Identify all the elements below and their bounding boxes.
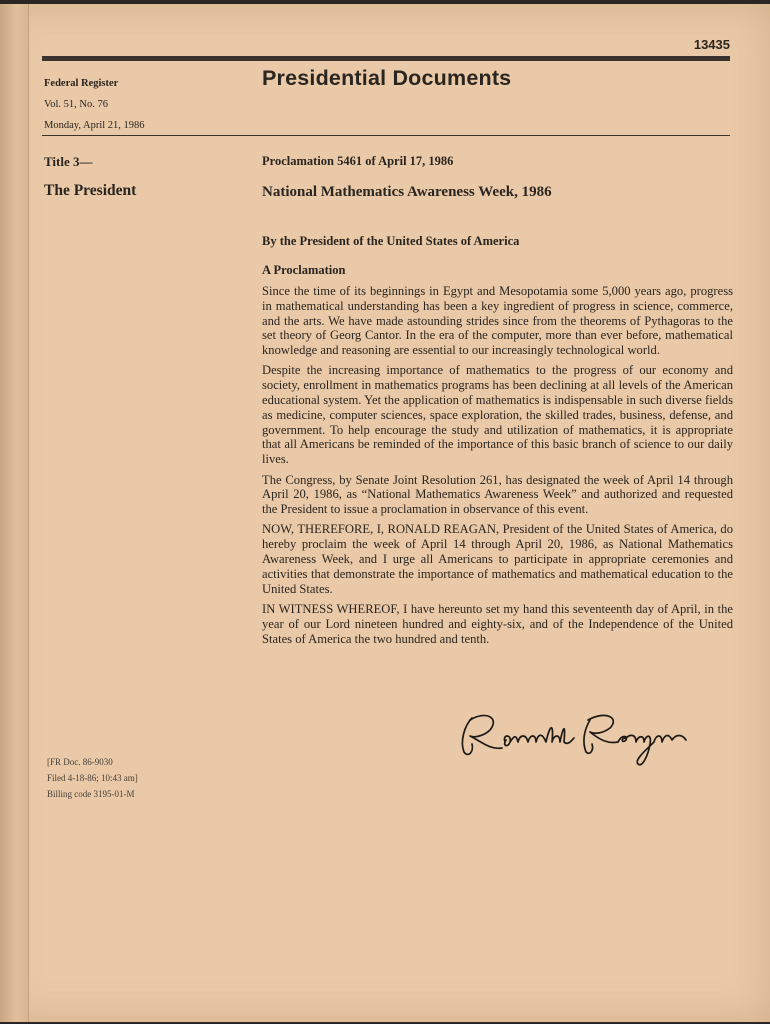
proclamation-number: Proclamation 5461 of April 17, 1986 (262, 154, 454, 168)
document-page (0, 4, 770, 1022)
billing-code: Billing code 3195-01-M (47, 789, 135, 799)
signature-image (450, 704, 700, 774)
federal-register-block (44, 73, 145, 136)
proclamation-heading: A Proclamation (262, 263, 346, 277)
body-paragraph: Despite the increasing importance of mathematics to the progress of our economy and society, enrollment in mathematics programs has been declining at all levels of the American educational system. Yet the application of mathematics is indispensable in such diverse fields as medicine, computer sciences, space exploration, the skilled trades, business, defense, and government. To help encourage the study and utilization of mathematics, it is appropriate that all Americans be reminded of the importance of this basic branch of science to our daily lives. (262, 363, 733, 467)
section-rule (42, 135, 730, 136)
federal-register-name: Federal Register (44, 78, 119, 89)
header-title: Presidential Documents (262, 66, 512, 90)
fr-doc-number: [FR Doc. 86-9030 (47, 757, 113, 767)
signature (450, 704, 700, 779)
body-paragraph: The Congress, by Senate Joint Resolution 261, has designated the week of April 14 through April 20, 1986, as “National Mathematics Awareness Week” and authorized and requested the President to issue a proclamation in observance of this event. (262, 472, 733, 517)
body-paragraph: Since the time of its beginnings in Egypt and Mesopotamia some 5,000 years ago, progress in mathematical understanding has been a key ingredient of progress in science, commerce, and the arts. We have made astounding strides since from the theorems of Pythagoras to the set theory of Georg Cantor. In the era of the computer, more than ever before, mathematical knowledge and reasoning are essential to our increasingly technological world. (262, 284, 733, 358)
proclamation-body (262, 284, 733, 652)
body-paragraph: NOW, THEREFORE, I, RONALD REAGAN, President of the United States of America, do hereby proclaim the week of April 14 through April 20, 1986, as National Mathematics Awareness Week, and I urge all Americans to participate in appropriate ceremonies and activities that demonstrate the importance of mathematics and mathematical education to the United States. (262, 522, 733, 596)
document-filing-info (47, 754, 138, 802)
page-number: 13435 (693, 37, 730, 52)
filed-date: Filed 4-18-86; 10:43 am] (47, 773, 138, 783)
by-line: By the President of the United States of America (262, 234, 520, 248)
top-rule (42, 56, 730, 61)
title-name: The President (44, 182, 137, 199)
federal-register-volume: Vol. 51, No. 76 (44, 99, 108, 110)
title-label: Title 3— (44, 154, 93, 169)
proclamation-title: National Mathematics Awareness Week, 1986 (262, 184, 552, 200)
page-spine-shadow (0, 4, 29, 1022)
federal-register-date: Monday, April 21, 1986 (44, 120, 145, 131)
body-paragraph: IN WITNESS WHEREOF, I have hereunto set my hand this seventeenth day of April, in the year of our Lord nineteen hundred and eighty-six, and of the Independence of the United States of America the two hundred and tenth. (262, 601, 733, 646)
